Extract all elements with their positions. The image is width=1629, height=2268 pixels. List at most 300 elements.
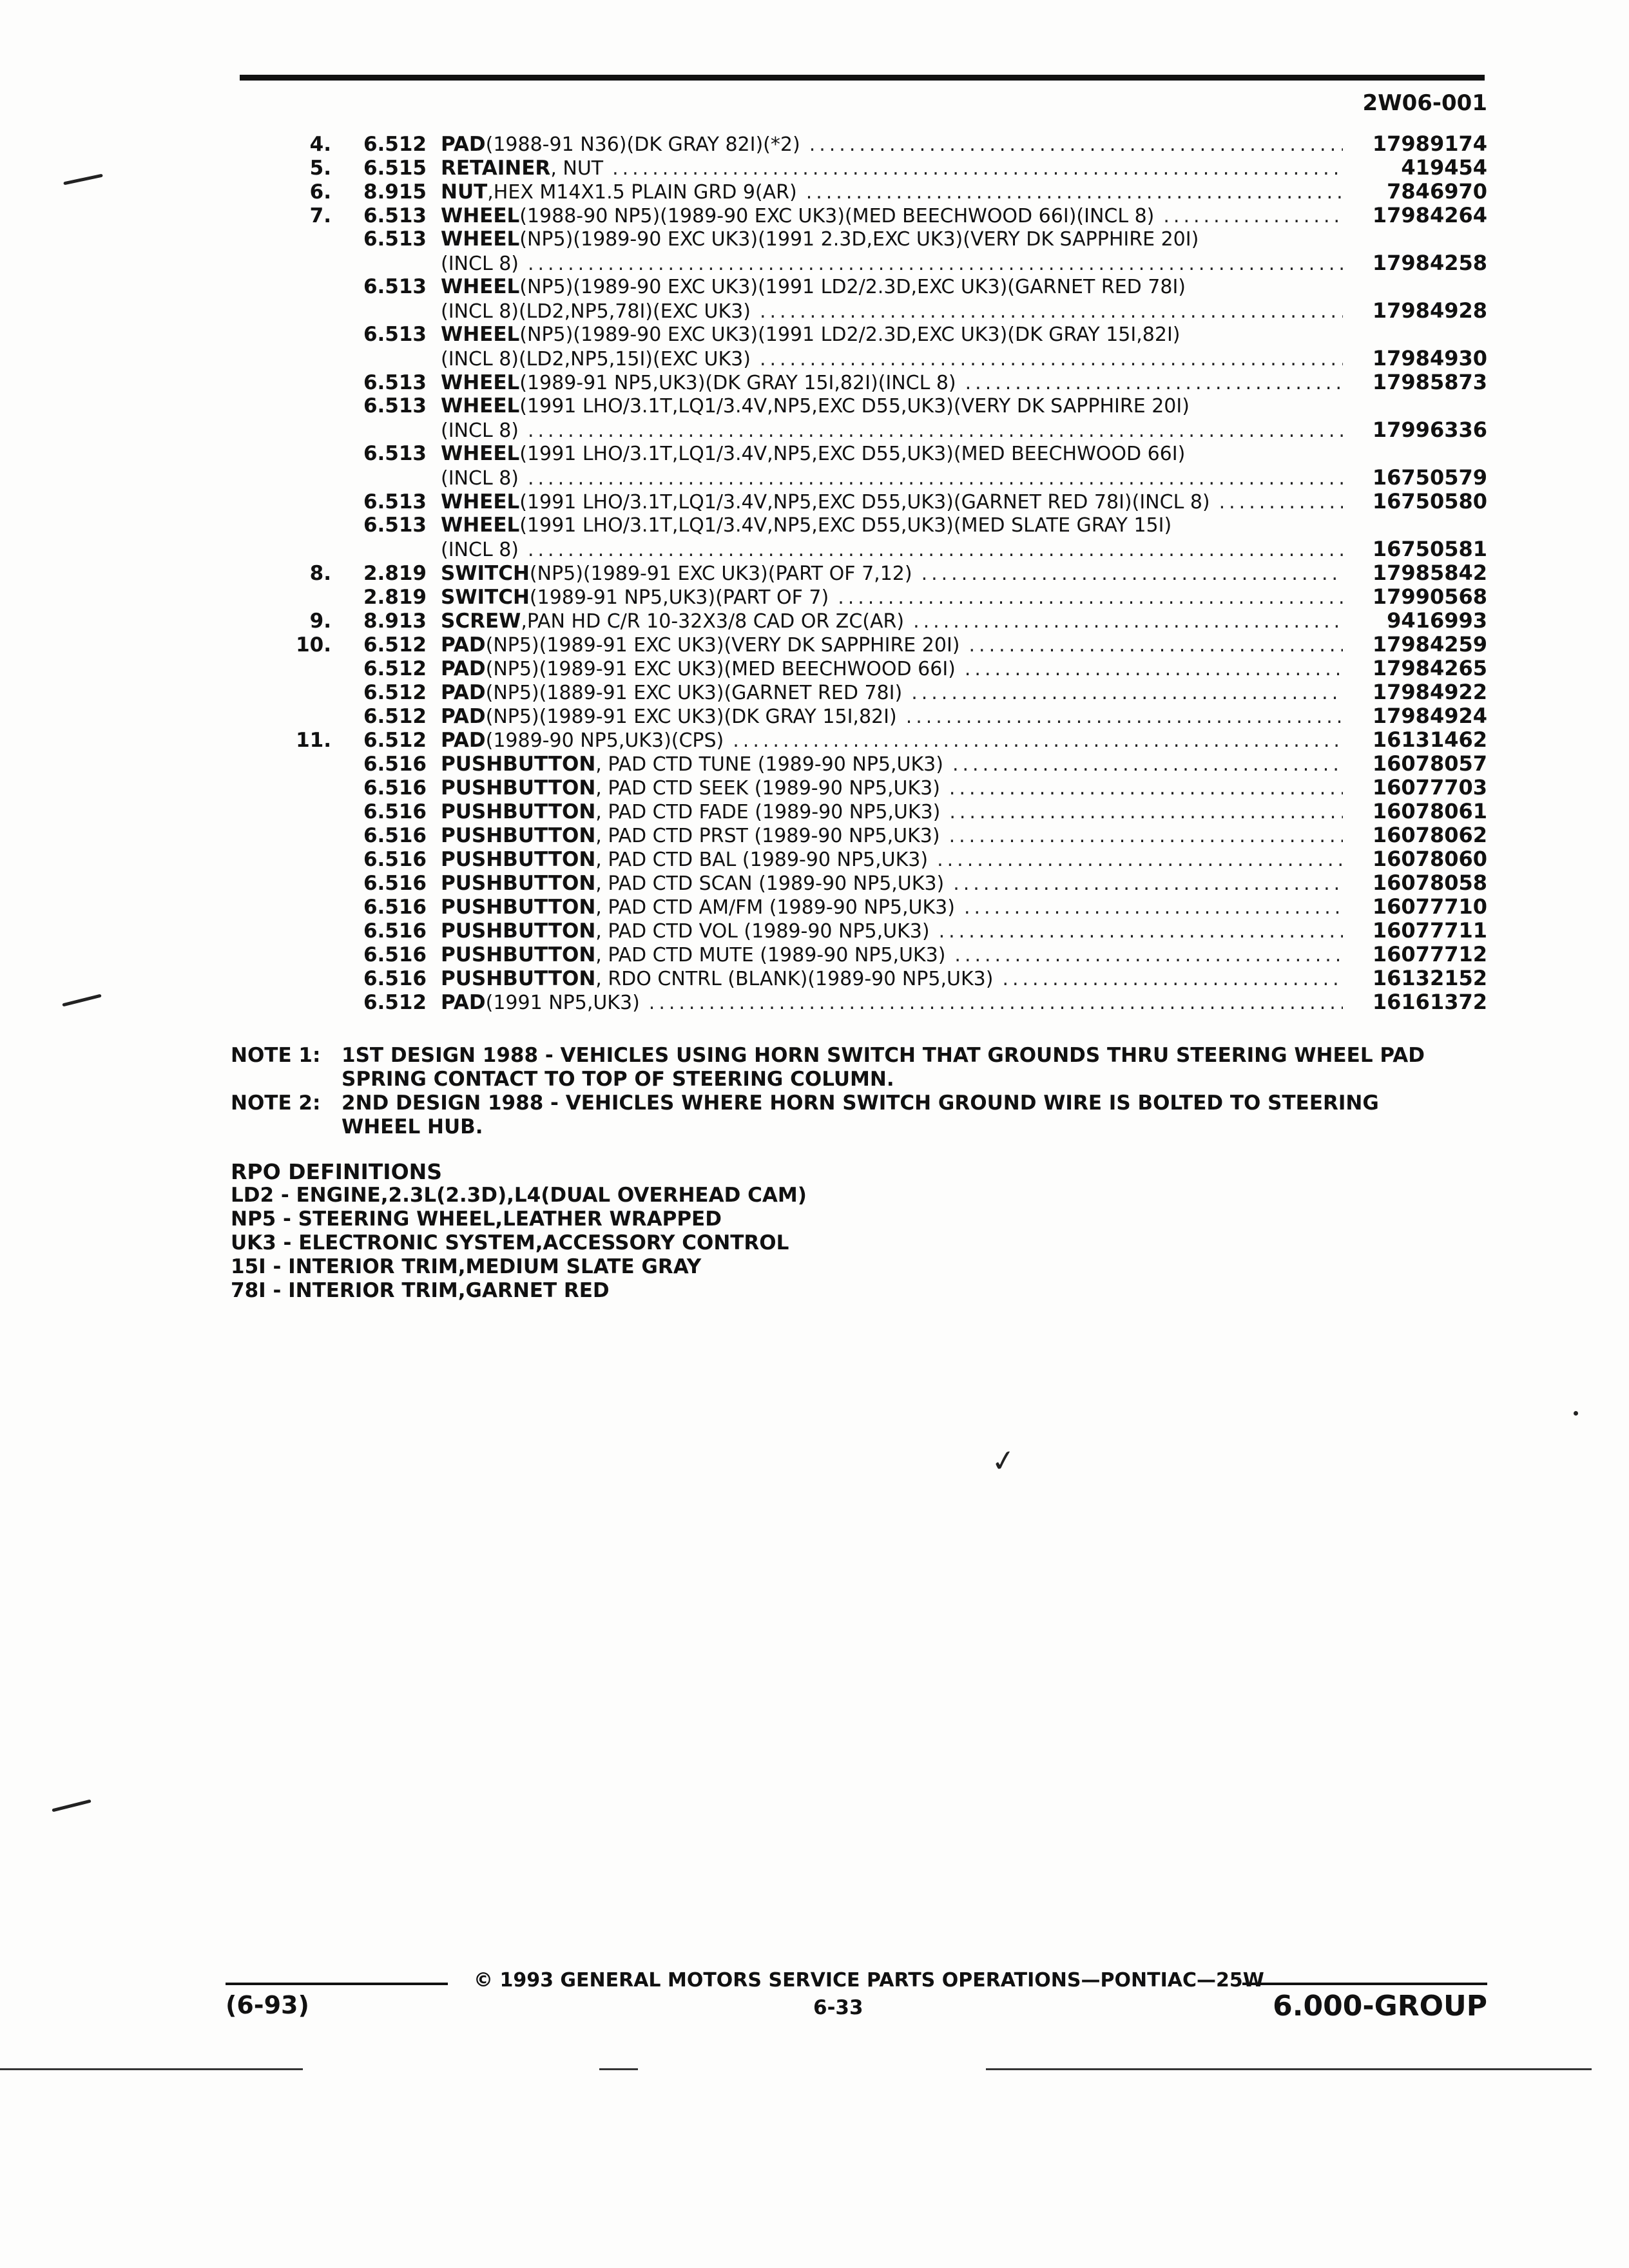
part-detail: (1989-91 NP5,UK3)(DK GRAY 15I,82I)(INCL 8) xyxy=(519,372,956,394)
parts-entry xyxy=(240,966,1487,990)
part-name: PUSHBUTTON xyxy=(441,919,596,943)
parts-entry xyxy=(240,704,1487,728)
part-detail: (1989-90 NP5,UK3)(CPS) xyxy=(485,729,724,752)
note xyxy=(231,1044,1455,1091)
parts-line xyxy=(240,752,1487,776)
part-detail: (NP5)(1989-90 EXC UK3)(1991 2.3D,EXC UK3)(VERY DK SAPPHIRE 20I) xyxy=(519,228,1199,251)
parts-entry xyxy=(240,442,1487,490)
part-description xyxy=(427,300,1352,323)
parts-line xyxy=(240,204,1487,227)
dot-leader xyxy=(760,347,1343,371)
dot-leader xyxy=(949,824,1343,848)
group-number: 6.513 xyxy=(363,394,427,418)
parts-line xyxy=(240,394,1487,418)
part-name: PAD xyxy=(441,991,486,1014)
group-number: 6.513 xyxy=(363,442,427,465)
top-rule xyxy=(240,75,1485,81)
part-number: 17990568 xyxy=(1372,584,1487,609)
part-number: 16750579 xyxy=(1372,465,1487,490)
part-name: WHEEL xyxy=(441,394,520,418)
dot-leader xyxy=(952,753,1343,776)
bottom-rule xyxy=(986,2068,1592,2070)
part-name: PUSHBUTTON xyxy=(441,872,596,895)
group-number: 6.516 xyxy=(363,896,427,919)
part-name: PUSHBUTTON xyxy=(441,896,596,919)
group-number: 6.512 xyxy=(363,729,427,752)
part-name: WHEEL xyxy=(441,323,520,346)
part-detail: ,HEX M14X1.5 PLAIN GRD 9(AR) xyxy=(487,181,797,204)
group-number: 6.516 xyxy=(363,967,427,990)
item-number: 8. xyxy=(309,562,331,585)
footer-rule-right xyxy=(1242,1983,1487,1985)
part-number: 16077712 xyxy=(1372,942,1487,966)
part-name: PAD xyxy=(441,681,486,704)
part-number: 16078060 xyxy=(1372,847,1487,871)
part-number: 17985842 xyxy=(1372,561,1487,585)
part-description xyxy=(427,227,1352,251)
group-number: 6.513 xyxy=(363,490,427,514)
rpo-definition: 78I - INTERIOR TRIM,GARNET RED xyxy=(231,1279,610,1302)
dot-leader xyxy=(1002,967,1343,991)
group-number: 2.819 xyxy=(363,586,427,609)
parts-line xyxy=(240,943,1487,966)
dot-leader xyxy=(838,586,1343,610)
part-description xyxy=(427,610,1352,633)
part-number: 16131462 xyxy=(1372,727,1487,752)
part-description xyxy=(427,180,1352,204)
group-number: 6.516 xyxy=(363,824,427,847)
parts-line xyxy=(240,657,1487,680)
part-name: SWITCH xyxy=(441,562,530,585)
dot-leader xyxy=(911,681,1343,705)
item-number: 7. xyxy=(309,204,331,227)
part-name: PUSHBUTTON xyxy=(441,800,596,823)
dot-leader xyxy=(969,633,1343,657)
parts-entry xyxy=(240,871,1487,895)
parts-line xyxy=(240,990,1487,1014)
margin-mark xyxy=(52,1800,91,1812)
part-number: 16077710 xyxy=(1372,894,1487,919)
part-description xyxy=(427,133,1352,157)
part-number: 16078058 xyxy=(1372,870,1487,895)
rpo-title: RPO DEFINITIONS xyxy=(231,1159,443,1184)
parts-entry xyxy=(240,227,1487,275)
parts-entry xyxy=(240,275,1487,323)
notes-section xyxy=(231,1044,1455,1139)
bottom-rule xyxy=(0,2068,303,2070)
part-description xyxy=(427,466,1352,490)
parts-line xyxy=(240,895,1487,919)
part-description xyxy=(427,514,1352,537)
group-number: 6.513 xyxy=(363,227,427,251)
dot-leader xyxy=(964,896,1343,919)
parts-entry xyxy=(240,609,1487,633)
parts-entry xyxy=(240,370,1487,394)
group-number: 6.513 xyxy=(363,204,427,227)
parts-entry xyxy=(240,394,1487,442)
margin-mark xyxy=(63,174,103,186)
margin-mark xyxy=(62,994,101,1007)
check-mark: ✓ xyxy=(988,1441,1019,1480)
note-label: NOTE 2: xyxy=(231,1091,321,1115)
dot-leader xyxy=(612,157,1343,180)
part-description xyxy=(427,681,1352,705)
part-description xyxy=(427,586,1352,610)
parts-list xyxy=(240,132,1487,1014)
part-name: WHEEL xyxy=(441,371,520,394)
rpo-definition: LD2 - ENGINE,2.3L(2.3D),L4(DUAL OVERHEAD CAM) xyxy=(231,1184,807,1207)
parts-line xyxy=(240,156,1487,180)
part-description xyxy=(427,919,1352,943)
parts-entry xyxy=(240,990,1487,1014)
part-description xyxy=(427,991,1352,1015)
part-name: WHEEL xyxy=(441,204,520,227)
part-name: WHEEL xyxy=(441,514,520,537)
part-name: WHEEL xyxy=(441,275,520,298)
group-number: 6.512 xyxy=(363,991,427,1014)
page-number: 6-33 xyxy=(813,1996,863,2019)
part-number: 17984259 xyxy=(1372,632,1487,657)
part-name: PUSHBUTTON xyxy=(441,776,596,800)
parts-entry xyxy=(240,657,1487,680)
parts-entry xyxy=(240,752,1487,776)
dot-leader xyxy=(939,919,1343,943)
parts-line xyxy=(240,776,1487,800)
part-detail: (1989-91 NP5,UK3)(PART OF 7) xyxy=(529,586,829,609)
part-detail: , PAD CTD AM/FM (1989-90 NP5,UK3) xyxy=(595,896,955,919)
part-name: PUSHBUTTON xyxy=(441,848,596,871)
parts-entry xyxy=(240,728,1487,752)
part-description xyxy=(427,562,1352,586)
part-number: 17989174 xyxy=(1372,131,1487,156)
part-detail: (1991 NP5,UK3) xyxy=(485,992,640,1014)
part-name: PAD xyxy=(441,729,486,752)
part-description xyxy=(427,252,1352,276)
parts-line xyxy=(240,514,1487,537)
item-number: 6. xyxy=(309,180,331,204)
group-number: 2.819 xyxy=(363,562,427,585)
parts-line xyxy=(240,275,1487,299)
part-detail: , PAD CTD TUNE (1989-90 NP5,UK3) xyxy=(595,753,943,776)
part-description xyxy=(427,633,1352,657)
part-number: 16161372 xyxy=(1372,990,1487,1014)
part-detail: (1991 LHO/3.1T,LQ1/3.4V,NP5,EXC D55,UK3)(GARNET RED 78I)(INCL 8) xyxy=(519,491,1210,514)
parts-entry xyxy=(240,776,1487,800)
part-number: 9416993 xyxy=(1387,608,1487,633)
group-number: 6.513 xyxy=(363,371,427,394)
parts-entry xyxy=(240,680,1487,704)
part-number: 17984922 xyxy=(1372,680,1487,704)
part-detail: (NP5)(1989-91 EXC UK3)(PART OF 7,12) xyxy=(529,562,912,585)
parts-line xyxy=(240,347,1487,370)
part-name: WHEEL xyxy=(441,442,520,465)
part-detail: (INCL 8) xyxy=(441,253,519,275)
dot-leader xyxy=(949,800,1343,824)
parts-entry xyxy=(240,204,1487,227)
dot-leader xyxy=(913,610,1343,633)
part-description xyxy=(427,896,1352,919)
part-detail: (INCL 8)(LD2,NP5,15I)(EXC UK3) xyxy=(441,348,751,370)
item-number: 4. xyxy=(309,133,331,156)
parts-line xyxy=(240,227,1487,251)
parts-entry xyxy=(240,943,1487,966)
dot-leader xyxy=(733,729,1343,753)
dot-leader xyxy=(965,657,1343,681)
part-name: PUSHBUTTON xyxy=(441,943,596,966)
part-number: 17984265 xyxy=(1372,656,1487,680)
parts-line xyxy=(240,585,1487,609)
part-description xyxy=(427,347,1352,371)
document-code: 2W06-001 xyxy=(1362,90,1487,116)
part-description xyxy=(427,275,1352,299)
part-detail: (NP5)(1889-91 EXC UK3)(GARNET RED 78I) xyxy=(485,682,903,704)
part-name: PAD xyxy=(441,657,486,680)
part-description xyxy=(427,729,1352,753)
dot-leader xyxy=(937,848,1343,872)
parts-line xyxy=(240,466,1487,490)
dot-leader xyxy=(1219,490,1343,514)
part-description xyxy=(427,323,1352,347)
part-name: SWITCH xyxy=(441,586,530,609)
group-number: 6.516 xyxy=(363,848,427,871)
group-number: 6.512 xyxy=(363,705,427,728)
part-detail: (1991 LHO/3.1T,LQ1/3.4V,NP5,EXC D55,UK3)(MED SLATE GRAY 15I) xyxy=(519,514,1172,537)
part-description xyxy=(427,157,1352,180)
part-description xyxy=(427,371,1352,395)
dot-leader xyxy=(806,180,1343,204)
part-description xyxy=(427,967,1352,991)
part-number: 17984924 xyxy=(1372,704,1487,728)
part-name: PAD xyxy=(441,633,486,657)
part-detail: (NP5)(1989-91 EXC UK3)(VERY DK SAPPHIRE 20I) xyxy=(485,634,960,657)
parts-entry xyxy=(240,156,1487,180)
part-detail: , PAD CTD PRST (1989-90 NP5,UK3) xyxy=(595,825,940,847)
part-name: NUT xyxy=(441,180,488,204)
part-name: SCREW xyxy=(441,610,521,633)
part-number: 17984264 xyxy=(1372,203,1487,227)
item-number: 10. xyxy=(296,633,331,657)
part-number: 16750581 xyxy=(1372,537,1487,561)
group-number: 6.516 xyxy=(363,800,427,823)
group-number: 8.913 xyxy=(363,610,427,633)
parts-entry xyxy=(240,919,1487,943)
part-description xyxy=(427,442,1352,466)
rpo-definition: UK3 - ELECTRONIC SYSTEM,ACCESSORY CONTROL xyxy=(231,1231,789,1254)
dot-leader xyxy=(760,300,1343,323)
parts-line xyxy=(240,847,1487,871)
part-name: WHEEL xyxy=(441,490,520,514)
parts-line xyxy=(240,800,1487,823)
copyright-line: © 1993 GENERAL MOTORS SERVICE PARTS OPERATIONS—PONTIAC—25W xyxy=(474,1969,1264,1992)
group-number: 8.915 xyxy=(363,180,427,204)
part-detail: (NP5)(1989-90 EXC UK3)(1991 LD2/2.3D,EXC UK3)(DK GRAY 15I,82I) xyxy=(519,323,1181,346)
part-description xyxy=(427,800,1352,824)
part-number: 16078057 xyxy=(1372,751,1487,776)
part-description xyxy=(427,872,1352,896)
part-detail: ,PAN HD C/R 10-32X3/8 CAD OR ZC(AR) xyxy=(521,610,905,633)
group-number: 6.516 xyxy=(363,872,427,895)
item-number: 9. xyxy=(309,610,331,633)
group-number: 6.513 xyxy=(363,323,427,346)
part-number: 17984258 xyxy=(1372,251,1487,275)
part-number: 16132152 xyxy=(1372,966,1487,990)
part-detail: (1991 LHO/3.1T,LQ1/3.4V,NP5,EXC D55,UK3)(MED BEECHWOOD 66I) xyxy=(519,443,1186,465)
parts-line xyxy=(240,537,1487,561)
part-description xyxy=(427,204,1352,228)
part-detail: (NP5)(1989-91 EXC UK3)(DK GRAY 15I,82I) xyxy=(485,706,897,728)
dot-leader xyxy=(528,538,1343,562)
part-name: WHEEL xyxy=(441,227,520,251)
parts-line xyxy=(240,561,1487,585)
dot-leader xyxy=(528,419,1343,443)
part-name: PUSHBUTTON xyxy=(441,967,596,990)
note xyxy=(231,1091,1455,1139)
group-number: 6.513 xyxy=(363,514,427,537)
group-number: 6.512 xyxy=(363,133,427,156)
part-description xyxy=(427,848,1352,872)
parts-line xyxy=(240,442,1487,466)
part-description xyxy=(427,753,1352,776)
part-description xyxy=(427,538,1352,562)
part-description xyxy=(427,705,1352,729)
part-description xyxy=(427,657,1352,681)
dot-leader xyxy=(809,133,1343,157)
part-description xyxy=(427,419,1352,443)
part-detail: , RDO CNTRL (BLANK)(1989-90 NP5,UK3) xyxy=(595,968,994,990)
parts-line xyxy=(240,299,1487,323)
group-number: 6.516 xyxy=(363,753,427,776)
parts-line xyxy=(240,728,1487,752)
parts-line xyxy=(240,180,1487,204)
part-number: 16078062 xyxy=(1372,823,1487,847)
parts-entry xyxy=(240,847,1487,871)
group-number: 6.516 xyxy=(363,919,427,943)
parts-line xyxy=(240,370,1487,394)
parts-line xyxy=(240,919,1487,943)
part-name: PUSHBUTTON xyxy=(441,824,596,847)
dot-leader xyxy=(965,371,1343,395)
rpo-definitions xyxy=(231,1160,1197,1303)
parts-line xyxy=(240,132,1487,156)
parts-entry xyxy=(240,323,1487,370)
parts-entry xyxy=(240,633,1487,657)
group-number: 6.516 xyxy=(363,776,427,800)
parts-entry xyxy=(240,895,1487,919)
parts-line xyxy=(240,490,1487,514)
parts-entry xyxy=(240,132,1487,156)
parts-line xyxy=(240,609,1487,633)
part-detail: (INCL 8)(LD2,NP5,78I)(EXC UK3) xyxy=(441,300,751,323)
part-description xyxy=(427,394,1352,418)
part-detail: , PAD CTD VOL (1989-90 NP5,UK3) xyxy=(595,920,930,943)
part-number: 17996336 xyxy=(1372,418,1487,442)
part-detail: (1988-90 NP5)(1989-90 EXC UK3)(MED BEECHWOOD 66I)(INCL 8) xyxy=(519,205,1155,227)
part-number: 16077703 xyxy=(1372,775,1487,800)
dot-leader xyxy=(1163,204,1343,228)
parts-line xyxy=(240,418,1487,442)
note-label: NOTE 1: xyxy=(231,1044,321,1067)
part-number: 17984930 xyxy=(1372,346,1487,370)
rpo-definition: 15I - INTERIOR TRIM,MEDIUM SLATE GRAY xyxy=(231,1255,702,1278)
dot-leader xyxy=(649,991,1343,1015)
parts-line xyxy=(240,323,1487,347)
part-description xyxy=(427,943,1352,967)
part-detail: (INCL 8) xyxy=(441,467,519,490)
dot-leader xyxy=(953,872,1343,896)
item-number: 11. xyxy=(296,729,331,752)
parts-line xyxy=(240,251,1487,275)
part-number: 16750580 xyxy=(1372,489,1487,514)
group-number: 6.512 xyxy=(363,657,427,680)
part-number: 17985873 xyxy=(1372,370,1487,394)
part-description xyxy=(427,824,1352,848)
part-name: PUSHBUTTON xyxy=(441,753,596,776)
part-description xyxy=(427,490,1352,514)
bottom-rule xyxy=(599,2068,638,2070)
part-detail: , PAD CTD FADE (1989-90 NP5,UK3) xyxy=(595,801,941,823)
part-detail: , PAD CTD SCAN (1989-90 NP5,UK3) xyxy=(595,872,945,895)
part-detail: (NP5)(1989-90 EXC UK3)(1991 LD2/2.3D,EXC UK3)(GARNET RED 78I) xyxy=(519,276,1186,298)
part-description xyxy=(427,776,1352,800)
group-number: 6.516 xyxy=(363,943,427,966)
dot-leader xyxy=(949,776,1343,800)
group-number: 6.000-GROUP xyxy=(1273,1990,1487,2023)
part-detail: (INCL 8) xyxy=(441,539,519,561)
group-number: 6.515 xyxy=(363,157,427,180)
footer-rule-left xyxy=(226,1983,448,1985)
parts-entry xyxy=(240,800,1487,823)
part-detail: (1988-91 N36)(DK GRAY 82I)(*2) xyxy=(485,133,800,156)
part-detail: , PAD CTD MUTE (1989-90 NP5,UK3) xyxy=(595,944,946,966)
parts-line xyxy=(240,680,1487,704)
part-name: PAD xyxy=(441,705,486,728)
dot-leader xyxy=(528,466,1343,490)
part-number: 7846970 xyxy=(1387,179,1487,204)
rpo-definition: NP5 - STEERING WHEEL,LEATHER WRAPPED xyxy=(231,1207,722,1231)
parts-entry xyxy=(240,514,1487,561)
part-number: 16078061 xyxy=(1372,799,1487,823)
dot-leader xyxy=(528,252,1343,276)
part-number: 419454 xyxy=(1401,155,1487,180)
item-number: 5. xyxy=(309,157,331,180)
note-text: 1ST DESIGN 1988 - VEHICLES USING HORN SWITCH THAT GROUNDS THRU STEERING WHEEL PAD SPRING CONTACT TO TOP OF STEERING COLUMN. xyxy=(342,1044,1425,1091)
dot-leader xyxy=(921,562,1343,586)
group-number: 6.513 xyxy=(363,275,427,298)
parts-entry xyxy=(240,561,1487,585)
part-name: RETAINER xyxy=(441,157,551,180)
part-detail: , PAD CTD BAL (1989-90 NP5,UK3) xyxy=(595,849,929,871)
part-number: 16077711 xyxy=(1372,918,1487,943)
part-detail: (1991 LHO/3.1T,LQ1/3.4V,NP5,EXC D55,UK3)(VERY DK SAPPHIRE 20I) xyxy=(519,395,1190,418)
dot-leader xyxy=(906,705,1343,729)
part-name: PAD xyxy=(441,133,486,156)
parts-entry xyxy=(240,490,1487,514)
parts-line xyxy=(240,823,1487,847)
part-number: 17984928 xyxy=(1372,298,1487,323)
group-number: 6.512 xyxy=(363,633,427,657)
revision-date: (6-93) xyxy=(226,1991,309,2019)
parts-line xyxy=(240,966,1487,990)
speck xyxy=(1574,1411,1578,1416)
group-number: 6.512 xyxy=(363,681,427,704)
parts-entry xyxy=(240,180,1487,204)
part-detail: (NP5)(1989-91 EXC UK3)(MED BEECHWOOD 66I) xyxy=(485,658,956,680)
parts-line xyxy=(240,871,1487,895)
parts-entry xyxy=(240,585,1487,609)
dot-leader xyxy=(954,943,1343,967)
note-text: 2ND DESIGN 1988 - VEHICLES WHERE HORN SWITCH GROUND WIRE IS BOLTED TO STEERING WHEEL HUB. xyxy=(342,1091,1379,1139)
part-detail: , NUT xyxy=(550,157,604,180)
